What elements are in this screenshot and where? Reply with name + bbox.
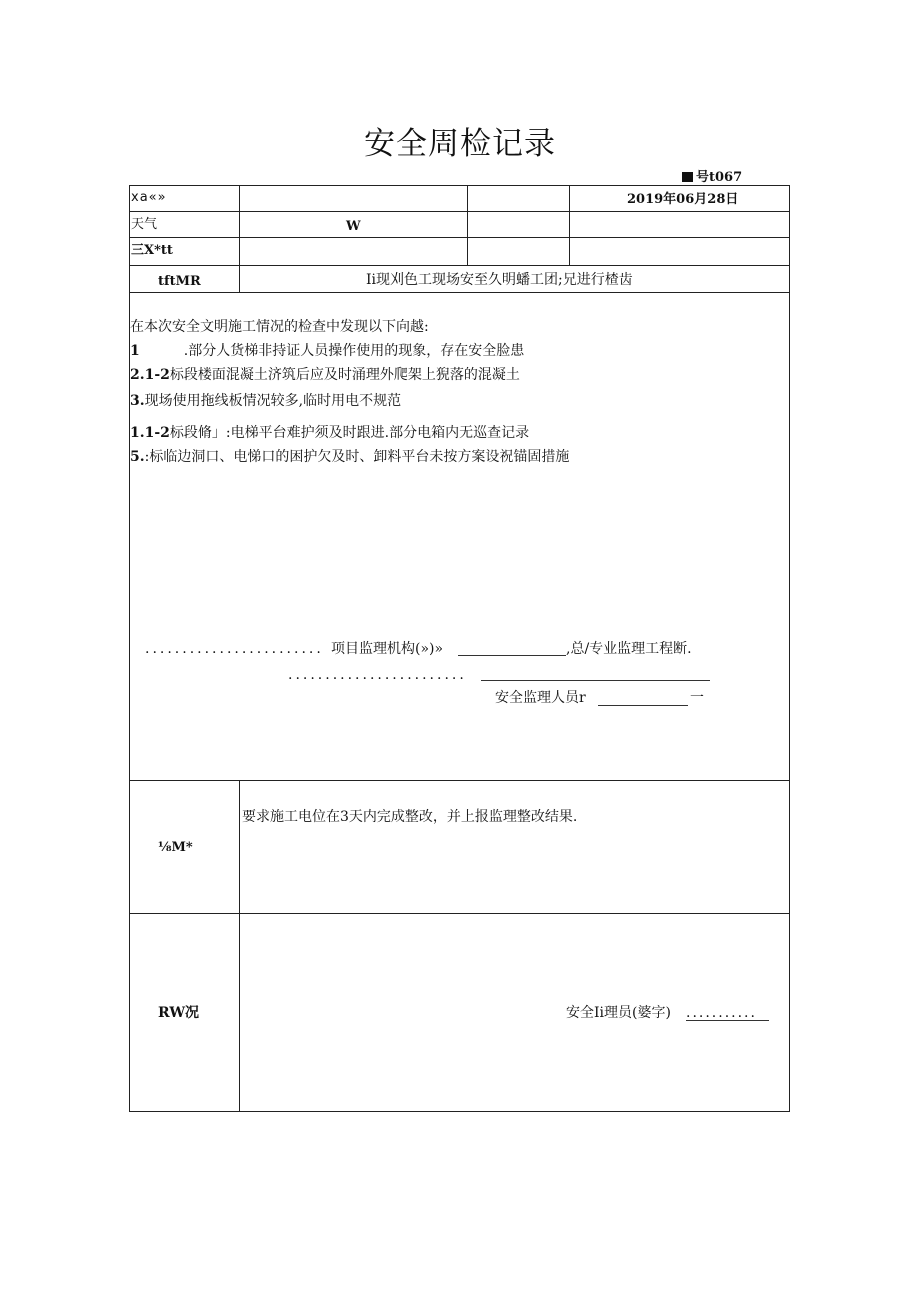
safety-supervisor-text: 安全监理人员r bbox=[495, 690, 586, 706]
page-title: 安全周检记录 bbox=[364, 126, 556, 162]
check-content-label: tftMR bbox=[158, 274, 201, 289]
finding-item-3 bbox=[130, 392, 401, 410]
square-bullet-icon bbox=[682, 172, 693, 182]
signature-dots: ........................ bbox=[145, 641, 324, 657]
signature-dash: 一 bbox=[690, 690, 704, 706]
finding-item-5 bbox=[130, 448, 569, 466]
finding-number: 5. bbox=[130, 449, 145, 465]
column-divider bbox=[569, 185, 570, 265]
finding-number: 1.1-2 bbox=[130, 425, 170, 441]
safety-supervisor-label bbox=[495, 689, 586, 707]
row-divider bbox=[129, 237, 790, 238]
table-border-top bbox=[129, 185, 790, 186]
rectification-label: RW况 bbox=[158, 1005, 200, 1021]
inspector-label: 三X*tt bbox=[131, 243, 173, 258]
doc-number bbox=[682, 166, 742, 185]
engineer-signature-line bbox=[481, 680, 710, 681]
doc-number-text: 号t067 bbox=[696, 170, 743, 185]
column-divider bbox=[239, 780, 240, 1111]
row-divider bbox=[129, 913, 790, 914]
finding-number: 3. bbox=[130, 393, 145, 409]
row-divider bbox=[129, 292, 790, 293]
row-divider bbox=[129, 265, 790, 266]
finding-text: :标临边洞口、电悌口的困护欠及时、卸料平台未按方案设祝锚固措施 bbox=[144, 449, 570, 465]
weather-label: 天气 bbox=[131, 217, 158, 232]
check-date: 2019年06月28日 bbox=[627, 192, 739, 207]
supervision-org-label: 项目监理机构(»)» bbox=[331, 641, 444, 657]
weather-value: W bbox=[346, 219, 361, 234]
table-border-right bbox=[789, 185, 790, 1112]
chief-engineer-label: ,总/专业监理工程断. bbox=[566, 641, 692, 657]
findings-intro: 在本次安全文明施工情况的检查中发现以下向越: bbox=[130, 319, 429, 335]
finding-number: 1 bbox=[130, 343, 140, 359]
finding-text: 标段楼面混凝土济筑后应及时涌理外爬架上猊落的混凝土 bbox=[169, 367, 520, 383]
safety-officer-signature-dots: ........... bbox=[686, 1005, 757, 1021]
row-divider bbox=[129, 211, 790, 212]
table-border-bottom bbox=[129, 1111, 790, 1112]
column-divider bbox=[239, 185, 240, 292]
finding-text: 标段脩」:电梯平台难护须及时跟进.部分电箱内无巡查记录 bbox=[169, 425, 530, 441]
finding-text: 现场使用拖线板情况较多,临时用电不规范 bbox=[144, 393, 402, 409]
finding-item-2 bbox=[130, 366, 520, 384]
row-divider bbox=[129, 780, 790, 781]
finding-item-1 bbox=[130, 342, 524, 360]
requirement-label: ⅛M* bbox=[158, 840, 193, 855]
requirement-text: 要求施工电位在3天内完成整改，并上报监理整改结果. bbox=[242, 809, 578, 825]
finding-number: 2.1-2 bbox=[130, 367, 170, 383]
finding-text: .部分人货梯非持证人员操作使用的现象，存在安全脸患 bbox=[183, 343, 525, 359]
column-divider bbox=[467, 185, 468, 265]
project-name-label: xa«» bbox=[131, 190, 167, 205]
safety-officer-signature-label: 安全Ii理员(婆字) bbox=[566, 1005, 671, 1021]
check-content-value: Ii现刈色工现场安至久明蟠工团;兄进行楂齿 bbox=[366, 272, 633, 288]
safety-officer-signature-line bbox=[686, 1020, 769, 1021]
finding-item-4 bbox=[130, 424, 529, 442]
safety-signature-line bbox=[598, 705, 688, 706]
signature-dots: ........................ bbox=[288, 667, 467, 683]
org-signature-line bbox=[458, 655, 566, 656]
